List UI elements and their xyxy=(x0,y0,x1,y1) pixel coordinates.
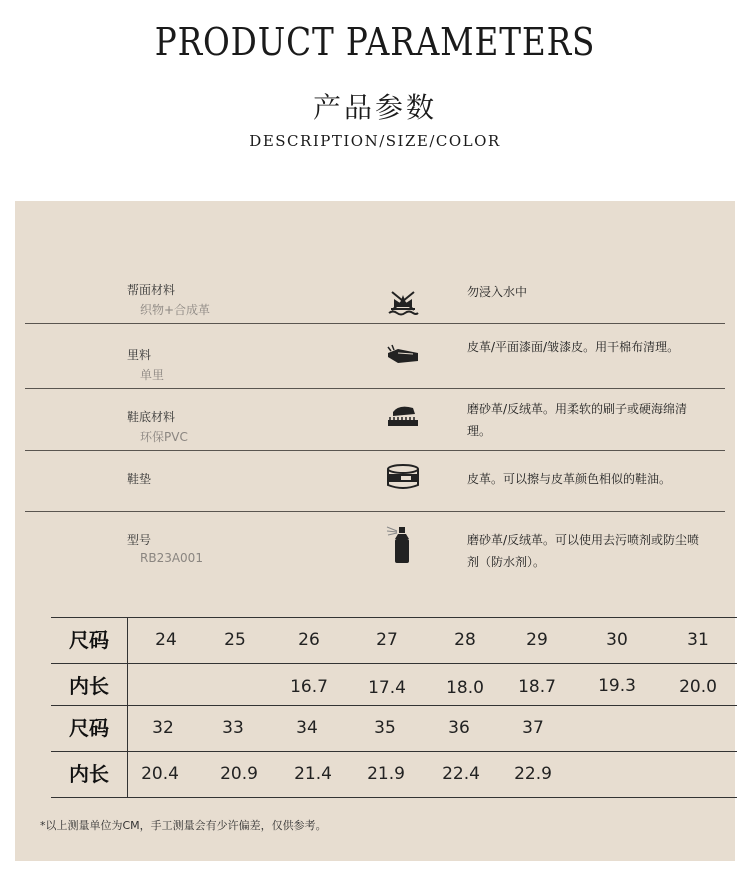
param-value: 单里 xyxy=(140,368,165,382)
spray-can-icon xyxy=(385,521,421,565)
divider xyxy=(25,323,725,324)
length-cell: 18.7 xyxy=(518,677,556,697)
length-row-1 xyxy=(51,663,737,709)
param-label: 里料 xyxy=(127,348,152,362)
size-cell: 26 xyxy=(298,630,320,650)
length-cell: 18.0 xyxy=(446,678,484,698)
size-cell: 30 xyxy=(606,630,628,650)
length-cell: 20.4 xyxy=(141,764,179,784)
size-cell: 32 xyxy=(152,718,174,738)
length-cell: 21.4 xyxy=(294,764,332,784)
size-cell: 25 xyxy=(224,630,246,650)
size-cell: 27 xyxy=(376,630,398,650)
no-water-icon xyxy=(385,283,421,319)
parameters-panel xyxy=(15,201,735,861)
size-cell: 31 xyxy=(687,630,709,650)
page-subtitle-en: DESCRIPTION/SIZE/COLOR xyxy=(249,132,501,150)
size-cell: 35 xyxy=(374,718,396,738)
page-title: PRODUCT PARAMETERS xyxy=(154,20,596,64)
length-cell: 17.4 xyxy=(368,678,406,698)
length-row-2 xyxy=(51,751,737,797)
param-label: 帮面材料 xyxy=(127,283,176,297)
divider xyxy=(25,450,725,451)
param-value: 织物+合成革 xyxy=(140,303,211,317)
length-cell: 16.7 xyxy=(290,677,328,697)
size-row-2 xyxy=(51,705,737,751)
length-header: 内长 xyxy=(51,663,128,709)
length-cell: 22.4 xyxy=(442,764,480,784)
size-header: 尺码 xyxy=(51,705,128,751)
size-cell: 34 xyxy=(296,718,318,738)
care-text: 皮革。可以擦与皮革颜色相似的鞋油。 xyxy=(467,472,672,486)
care-text: 磨砂革/反绒革。可以使用去污喷剂或防尘喷剂（防水剂）。 xyxy=(467,533,700,569)
size-cell: 28 xyxy=(454,630,476,650)
size-cell: 37 xyxy=(522,718,544,738)
care-text: 勿浸入水中 xyxy=(467,285,528,299)
measurement-note: *以上测量单位为CM，手工测量会有少许偏差，仅供参考。 xyxy=(40,819,327,832)
length-cell: 20.0 xyxy=(679,677,717,697)
length-cell: 22.9 xyxy=(514,764,552,784)
divider xyxy=(25,511,725,512)
care-text: 皮革/平面漆面/皱漆皮。用干棉布清理。 xyxy=(467,340,680,354)
length-cell: 21.9 xyxy=(367,764,405,784)
param-label: 型号 xyxy=(127,533,152,547)
divider xyxy=(25,388,725,389)
size-cell: 33 xyxy=(222,718,244,738)
size-cell: 24 xyxy=(155,630,177,650)
size-header: 尺码 xyxy=(51,617,128,663)
length-cell: 19.3 xyxy=(598,676,636,696)
length-header: 内长 xyxy=(51,751,128,797)
param-label: 鞋垫 xyxy=(127,472,152,486)
brush-icon xyxy=(385,398,421,434)
care-text: 磨砂革/反绒革。用柔软的刷子或硬海绵清理。 xyxy=(467,402,688,438)
size-cell: 36 xyxy=(448,718,470,738)
size-row-1 xyxy=(51,617,737,663)
length-cell: 20.9 xyxy=(220,764,258,784)
table-line xyxy=(51,797,737,798)
param-value: RB23A001 xyxy=(140,551,203,565)
param-value: 环保PVC xyxy=(140,430,188,444)
page-subtitle-cn: 产品参数 xyxy=(312,91,437,124)
shoe-polish-icon xyxy=(385,459,421,495)
cloth-wipe-icon xyxy=(385,339,421,375)
param-label: 鞋底材料 xyxy=(127,410,176,424)
size-cell: 29 xyxy=(526,630,548,650)
